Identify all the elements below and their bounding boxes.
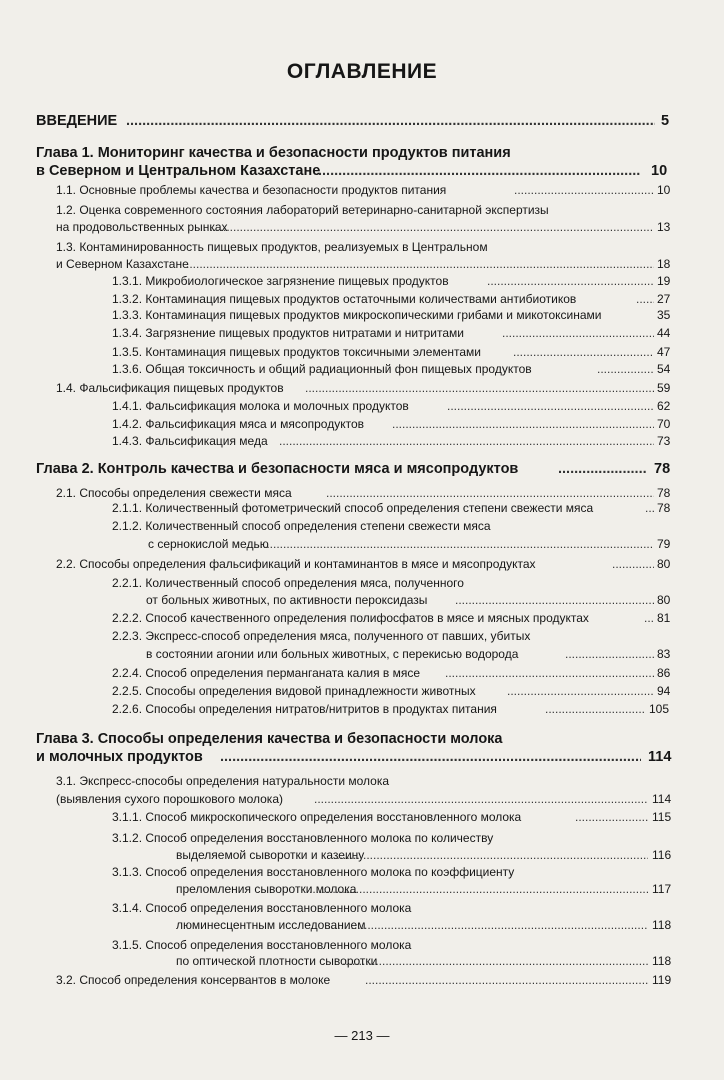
toc-page-number: 115 xyxy=(652,810,672,824)
toc-entry-title: 2.1.1. Количественный фотометрический способ определения степени свежести мяса xyxy=(112,501,594,515)
toc-entry-title: с сернокислой медью xyxy=(148,537,269,551)
toc-page-number: 44 xyxy=(657,326,671,340)
toc-line xyxy=(0,846,724,864)
dot-leader xyxy=(487,272,654,290)
toc-entry-title: 3.1.1. Способ микроскопического определения восстановленного молока xyxy=(112,810,522,824)
toc-page-number: 59 xyxy=(657,381,671,395)
page-number: — 213 — xyxy=(334,1028,390,1043)
toc-line xyxy=(0,700,724,718)
dot-leader xyxy=(558,460,646,478)
toc-entry-title: 3.1.2. Способ определения восстановленного молока по количеству xyxy=(112,831,494,845)
toc-line xyxy=(0,324,724,342)
dot-leader xyxy=(203,218,654,236)
dot-leader xyxy=(597,360,654,378)
toc-page-number: 47 xyxy=(657,345,671,359)
toc-line xyxy=(0,555,724,573)
toc-line xyxy=(0,899,724,917)
toc-page-number: 62 xyxy=(657,399,671,413)
dot-leader xyxy=(342,952,648,970)
toc-line xyxy=(0,255,724,273)
toc-entry-title: 2.2.5. Способы определения видовой принадлежности животных xyxy=(112,684,476,698)
toc-page-number: 83 xyxy=(657,647,671,661)
dot-leader xyxy=(612,555,654,573)
toc-page-number: 27 xyxy=(657,292,671,306)
toc-line xyxy=(0,112,724,130)
dot-leader xyxy=(314,790,648,808)
toc-entry-title: 2.1.2. Количественный способ определения степени свежести мяса xyxy=(112,519,491,533)
toc-entry-title: 1.3.1. Микробиологическое загрязнение пищевых продуктов xyxy=(112,274,449,288)
toc-entry-title: 1.4.3. Фальсификация меда xyxy=(112,434,268,448)
toc-entry-title: 2.2.4. Способ определения перманганата калия в мясе xyxy=(112,666,421,680)
toc-entry-title: 2.2.2. Способ качественного определения полифосфатов в мясе и мясных продуктах xyxy=(112,611,589,625)
dot-leader xyxy=(644,609,654,627)
toc-page-number: 114 xyxy=(648,749,672,765)
toc-line xyxy=(0,499,724,517)
dot-leader xyxy=(365,971,648,989)
dot-leader xyxy=(392,415,654,433)
toc-page-number: 10 xyxy=(657,183,671,197)
dot-leader xyxy=(445,664,654,682)
toc-line xyxy=(0,144,724,162)
toc-entry-title: 3.1. Экспресс-способы определения натуральности молока xyxy=(56,774,390,788)
toc-entry-title: 1.1. Основные проблемы качества и безопасности продуктов питания xyxy=(56,183,447,197)
toc-line xyxy=(0,162,724,180)
toc-page-number: 54 xyxy=(657,362,671,376)
toc-line xyxy=(0,306,724,324)
dot-leader xyxy=(545,700,646,718)
toc-line xyxy=(0,916,724,934)
toc-entry-title: 3.2. Способ определения консервантов в молоке xyxy=(56,973,331,987)
toc-page-number: 81 xyxy=(657,611,671,625)
toc-entry-title: Глава 1. Мониторинг качества и безопасности продуктов питания xyxy=(36,145,511,161)
dot-leader xyxy=(126,112,655,130)
toc-page-number: 94 xyxy=(657,684,671,698)
toc-line xyxy=(0,790,724,808)
toc-entry-title: люминесцентным исследованием xyxy=(176,918,366,932)
toc-line xyxy=(0,517,724,535)
toc-entry-title: 3.1.3. Способ определения восстановленного молока по коэффициенту xyxy=(112,865,515,879)
toc-page-number: 105 xyxy=(649,702,670,716)
toc-line xyxy=(0,343,724,361)
toc-line xyxy=(0,238,724,256)
dot-leader xyxy=(447,397,654,415)
toc-line xyxy=(0,952,724,970)
toc-line xyxy=(0,535,724,553)
toc-entry-title: 3.1.5. Способ определения восстановленного молока xyxy=(112,938,412,952)
toc-line xyxy=(0,201,724,219)
toc-line xyxy=(0,730,724,748)
toc-line xyxy=(0,682,724,700)
toc-entry-title: ВВЕДЕНИЕ xyxy=(36,113,118,129)
toc-entry-title: 2.1. Способы определения свежести мяса xyxy=(56,486,292,500)
dot-leader xyxy=(565,645,654,663)
page-title: ОГЛАВЛЕНИЕ xyxy=(286,60,438,83)
dot-leader xyxy=(220,748,641,766)
toc-line xyxy=(0,748,724,766)
toc-page-number: 13 xyxy=(657,220,671,234)
toc-page-number: 118 xyxy=(652,918,672,932)
toc-page-number: 35 xyxy=(657,308,671,322)
toc-line xyxy=(0,645,724,663)
toc-entry-title: 1.3. Контаминированность пищевых продуктов, реализуемых в Центральном xyxy=(56,240,488,254)
toc-page-number: 79 xyxy=(657,537,671,551)
dot-leader xyxy=(324,916,648,934)
toc-entry-title: 3.1.4. Способ определения восстановленного молока xyxy=(112,901,412,915)
toc-page-number: 19 xyxy=(657,274,671,288)
toc-line xyxy=(0,272,724,290)
toc-page-number: 18 xyxy=(657,257,671,271)
toc-entry-title: 1.3.4. Загрязнение пищевых продуктов нитратами и нитритами xyxy=(112,326,464,340)
toc-page-number: 78 xyxy=(657,501,671,515)
toc-page-number: 116 xyxy=(652,848,672,862)
toc-line xyxy=(0,591,724,609)
toc-page-number: 78 xyxy=(654,461,671,477)
toc-line xyxy=(0,863,724,881)
dot-leader xyxy=(455,591,654,609)
toc-line xyxy=(0,379,724,397)
toc-page-number: 78 xyxy=(657,486,671,500)
toc-line xyxy=(0,415,724,433)
toc-page-number: 119 xyxy=(652,973,672,987)
toc-entry-title: 1.4.2. Фальсификация мяса и мясопродуктов xyxy=(112,417,365,431)
toc-line xyxy=(0,627,724,645)
toc-entry-title: и молочных продуктов xyxy=(36,749,203,765)
toc-line xyxy=(0,432,724,450)
toc-entry-title: Глава 3. Способы определения качества и безопасности молока xyxy=(36,731,503,747)
toc-line xyxy=(0,218,724,236)
dot-leader xyxy=(309,880,648,898)
toc-entry-title: 2.2.3. Экспресс-способ определения мяса, полученного от павших, убитых xyxy=(112,629,531,643)
toc-line xyxy=(0,772,724,790)
dot-leader xyxy=(513,343,654,361)
dot-leader xyxy=(186,255,654,273)
toc-entry-title: 2.2.1. Количественный способ определения мяса, полученного xyxy=(112,576,464,590)
toc-entry-title: 1.3.6. Общая токсичность и общий радиационный фон пищевых продуктов xyxy=(112,362,532,376)
dot-leader xyxy=(279,432,654,450)
dot-leader xyxy=(253,535,654,553)
toc-line xyxy=(0,829,724,847)
toc-line xyxy=(0,609,724,627)
toc-entry-title: 1.4.1. Фальсификация молока и молочных продуктов xyxy=(112,399,409,413)
toc-page-number: 117 xyxy=(652,882,672,896)
dot-leader xyxy=(502,324,654,342)
toc-entry-title: 1.3.2. Контаминация пищевых продуктов остаточными количествами антибиотиков xyxy=(112,292,577,306)
toc-entry-title: (выявления сухого порошкового молока) xyxy=(56,792,283,806)
toc-entry-title: 2.2. Способы определения фальсификаций и контаминантов в мясе и мясопродуктах xyxy=(56,557,536,571)
dot-leader xyxy=(333,846,648,864)
toc-line xyxy=(0,808,724,826)
toc-entry-title: 1.4. Фальсификация пищевых продуктов xyxy=(56,381,284,395)
toc-page-number: 73 xyxy=(657,434,671,448)
toc-entry-title: по оптической плотности сыворотки xyxy=(176,954,378,968)
toc-entry-title: выделяемой сыворотки и казеину xyxy=(176,848,365,862)
toc-entry-title: на продовольственных рынках xyxy=(56,220,228,234)
toc-page-number: 86 xyxy=(657,666,671,680)
dot-leader xyxy=(318,162,641,180)
toc-entry-title: 1.3.3. Контаминация пищевых продуктов микроскопическими грибами и микотоксинами xyxy=(112,308,602,322)
toc-line xyxy=(0,460,724,478)
toc-line xyxy=(0,360,724,378)
toc-entry-title: 1.3.5. Контаминация пищевых продуктов токсичными элементами xyxy=(112,345,481,359)
toc-page-number: 5 xyxy=(661,113,670,129)
toc-line xyxy=(0,574,724,592)
toc-page-number: 114 xyxy=(652,792,672,806)
dot-leader xyxy=(645,499,654,517)
dot-leader xyxy=(514,181,654,199)
dot-leader xyxy=(305,379,654,397)
toc-entry-title: преломления сыворотки молока xyxy=(176,882,357,896)
dot-leader xyxy=(507,682,654,700)
toc-entry-title: 1.2. Оценка современного состояния лабораторий ветеринарно-санитарной экспертизы xyxy=(56,203,549,217)
toc-page-number: 10 xyxy=(651,163,668,179)
dot-leader xyxy=(575,808,648,826)
toc-page-number: 80 xyxy=(657,557,671,571)
toc-page-number: 80 xyxy=(657,593,671,607)
toc-entry-title: и Северном Казахстане xyxy=(56,257,189,271)
toc-page-number: 118 xyxy=(652,954,672,968)
toc-page-number: 70 xyxy=(657,417,671,431)
toc-entry-title: в Северном и Центральном Казахстане xyxy=(36,163,321,179)
toc-line xyxy=(0,880,724,898)
toc-line xyxy=(0,971,724,989)
toc-line xyxy=(0,181,724,199)
toc-line xyxy=(0,664,724,682)
toc-entry-title: от больных животных, по активности пероксидазы xyxy=(146,593,428,607)
toc-entry-title: Глава 2. Контроль качества и безопасности мяса и мясопродуктов xyxy=(36,461,519,477)
toc-line xyxy=(0,397,724,415)
toc-entry-title: в состоянии агонии или больных животных, с перекисью водорода xyxy=(146,647,519,661)
toc-entry-title: 2.2.6. Способы определения нитратов/нитритов в продуктах питания xyxy=(112,702,497,716)
